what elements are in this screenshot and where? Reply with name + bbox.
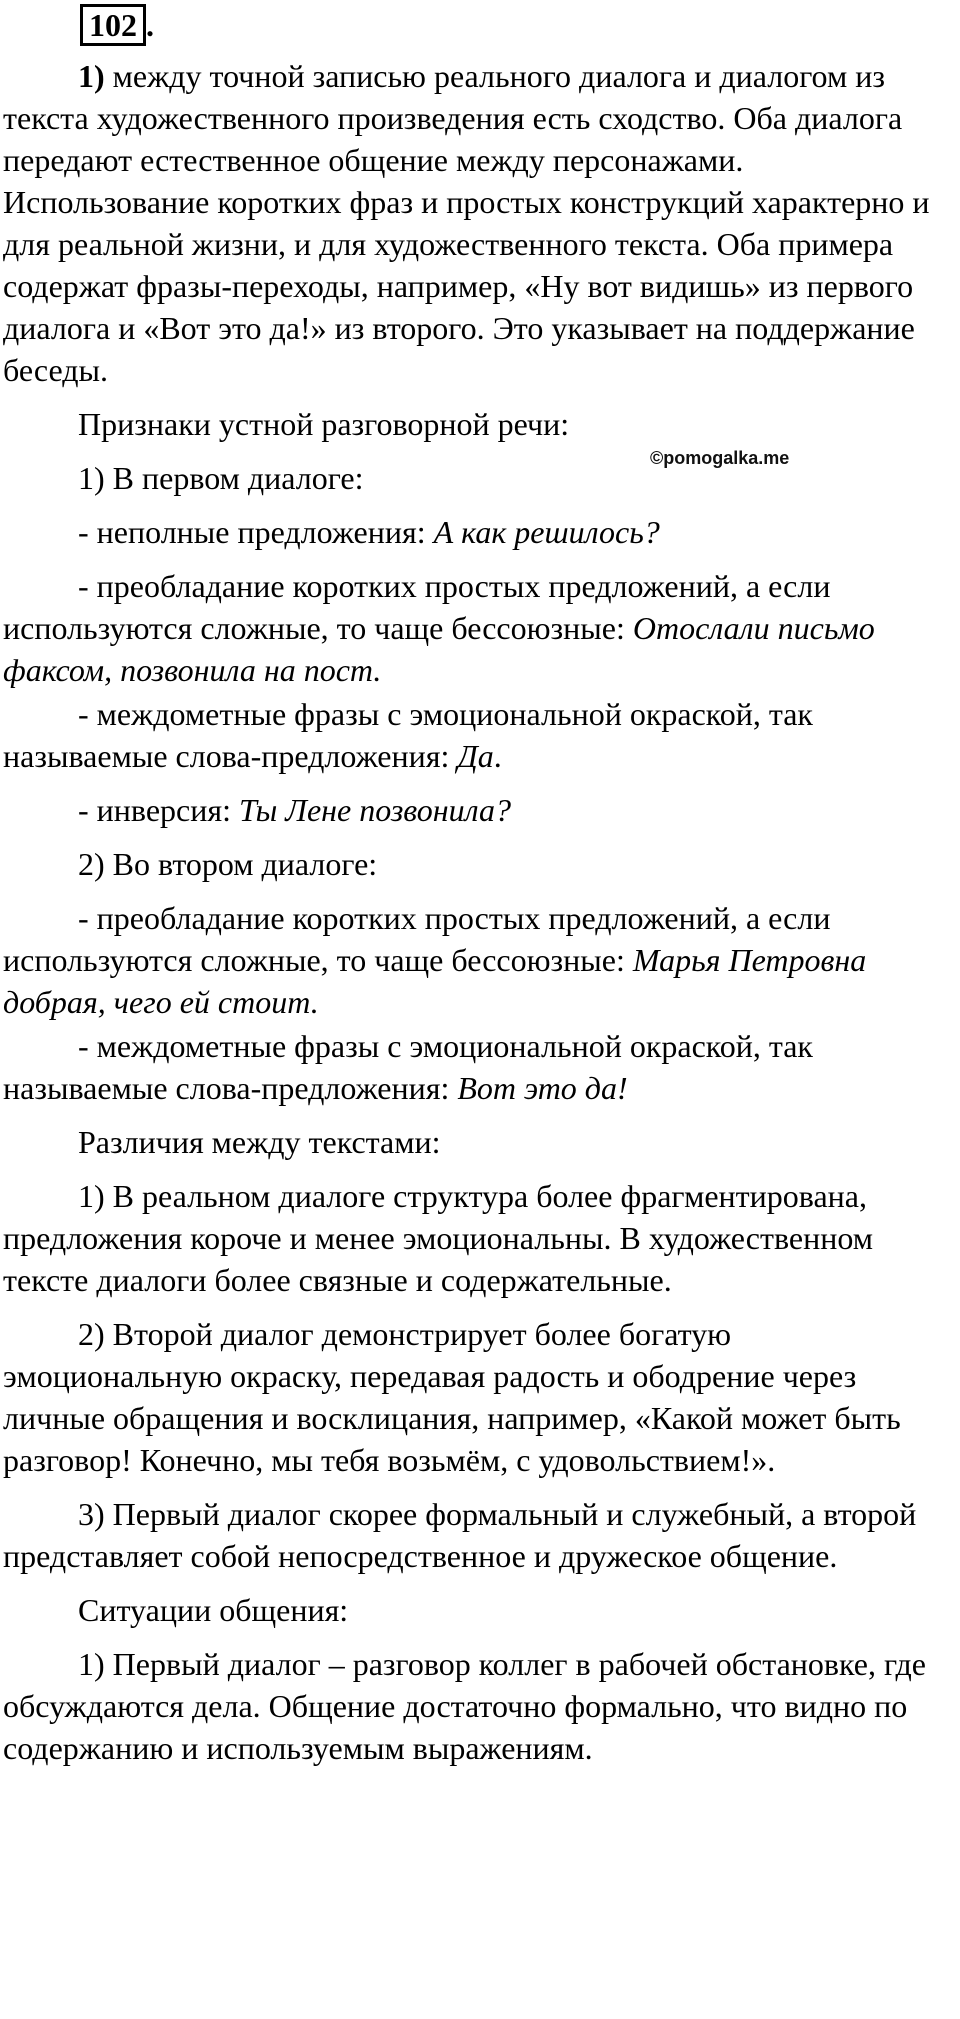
- feature-example: Вот это да!: [457, 1070, 628, 1106]
- situation-1: 1) Первый диалог – разговор коллег в рабочей обстановке, где обсуждаются дела. Общение достаточно формально, что видно по содержанию и используемым выражениям.: [3, 1646, 926, 1766]
- feature-text: - неполные предложения:: [78, 514, 434, 550]
- feature-text: - инверсия:: [78, 792, 239, 828]
- document-body: [3, 55, 955, 1781]
- feature-text: - преобладание коротких простых предложений, а если используются сложные, то чаще бессоюзные:: [3, 900, 831, 978]
- dialog2-feature-interjections: [3, 1025, 955, 1109]
- task-number-dot: .: [146, 7, 154, 43]
- item-number: 1): [78, 58, 105, 94]
- difference-1: 1) В реальном диалоге структура более фрагментирована, предложения короче и менее эмоциональны. В художественном тексте диалоги более связные и содержательные.: [3, 1178, 873, 1298]
- feature-example: А как решилось?: [433, 514, 660, 550]
- situations-heading: Ситуации общения:: [78, 1592, 349, 1628]
- task-number: [80, 4, 154, 46]
- difference-3: 3) Первый диалог скорее формальный и служебный, а второй представляет собой непосредственное и дружеское общение.: [3, 1496, 917, 1574]
- feature-end: .: [493, 738, 502, 774]
- dialog2-feature-short-sentences: [3, 897, 955, 1023]
- feature-example: Марья Петровна добрая, чего ей стоит.: [3, 942, 867, 1020]
- difference-2: 2) Второй диалог демонстрирует более богатую эмоциональную окраску, передавая радость и ободрение через личные обращения и восклицания, например, «Какой может быть разговор! Конечно, мы тебя возьмём, с удовольствием!».: [3, 1316, 901, 1478]
- paragraph-text: между точной записью реального диалога и диалогом из текста художественного произведения есть сходство. Оба диалога передают естественное общение между персонажами. Использование коротких фраз и простых конструкций характерно и для реальной жизни, и для художественного текста. Оба примера содержат фразы-переходы, например, «Ну вот видишь» из первого диалога и «Вот это да!» из второго. Это указывает на поддержание беседы.: [3, 58, 930, 388]
- dialog1-feature-incomplete: [3, 511, 955, 553]
- dialog1-feature-interjections: [3, 693, 955, 777]
- dialog1-heading: 1) В первом диалоге:: [78, 460, 364, 496]
- task-number-box: [80, 4, 146, 46]
- features-heading: Признаки устной разговорной речи:: [78, 406, 570, 442]
- feature-example: Отослали письмо факсом, позвонила на пост.: [3, 610, 875, 688]
- task-number-value: 102: [89, 7, 137, 43]
- feature-text: - междометные фразы с эмоциональной окраской, так называемые слова-предложения:: [3, 1028, 813, 1106]
- differences-heading: Различия между текстами:: [78, 1124, 441, 1160]
- dialog2-heading: 2) Во втором диалоге:: [78, 846, 378, 882]
- dialog1-feature-short-sentences: [3, 565, 955, 691]
- watermark: ©pomogalka.me: [650, 448, 790, 468]
- feature-example: Да: [457, 738, 494, 774]
- feature-text: - междометные фразы с эмоциональной окраской, так называемые слова-предложения:: [3, 696, 813, 774]
- dialog1-feature-inversion: [3, 789, 955, 831]
- paragraph-similarity: [3, 55, 955, 391]
- feature-text: - преобладание коротких простых предложений, а если используются сложные, то чаще бессоюзные:: [3, 568, 831, 646]
- feature-example: Ты Лене позвонила?: [238, 792, 511, 828]
